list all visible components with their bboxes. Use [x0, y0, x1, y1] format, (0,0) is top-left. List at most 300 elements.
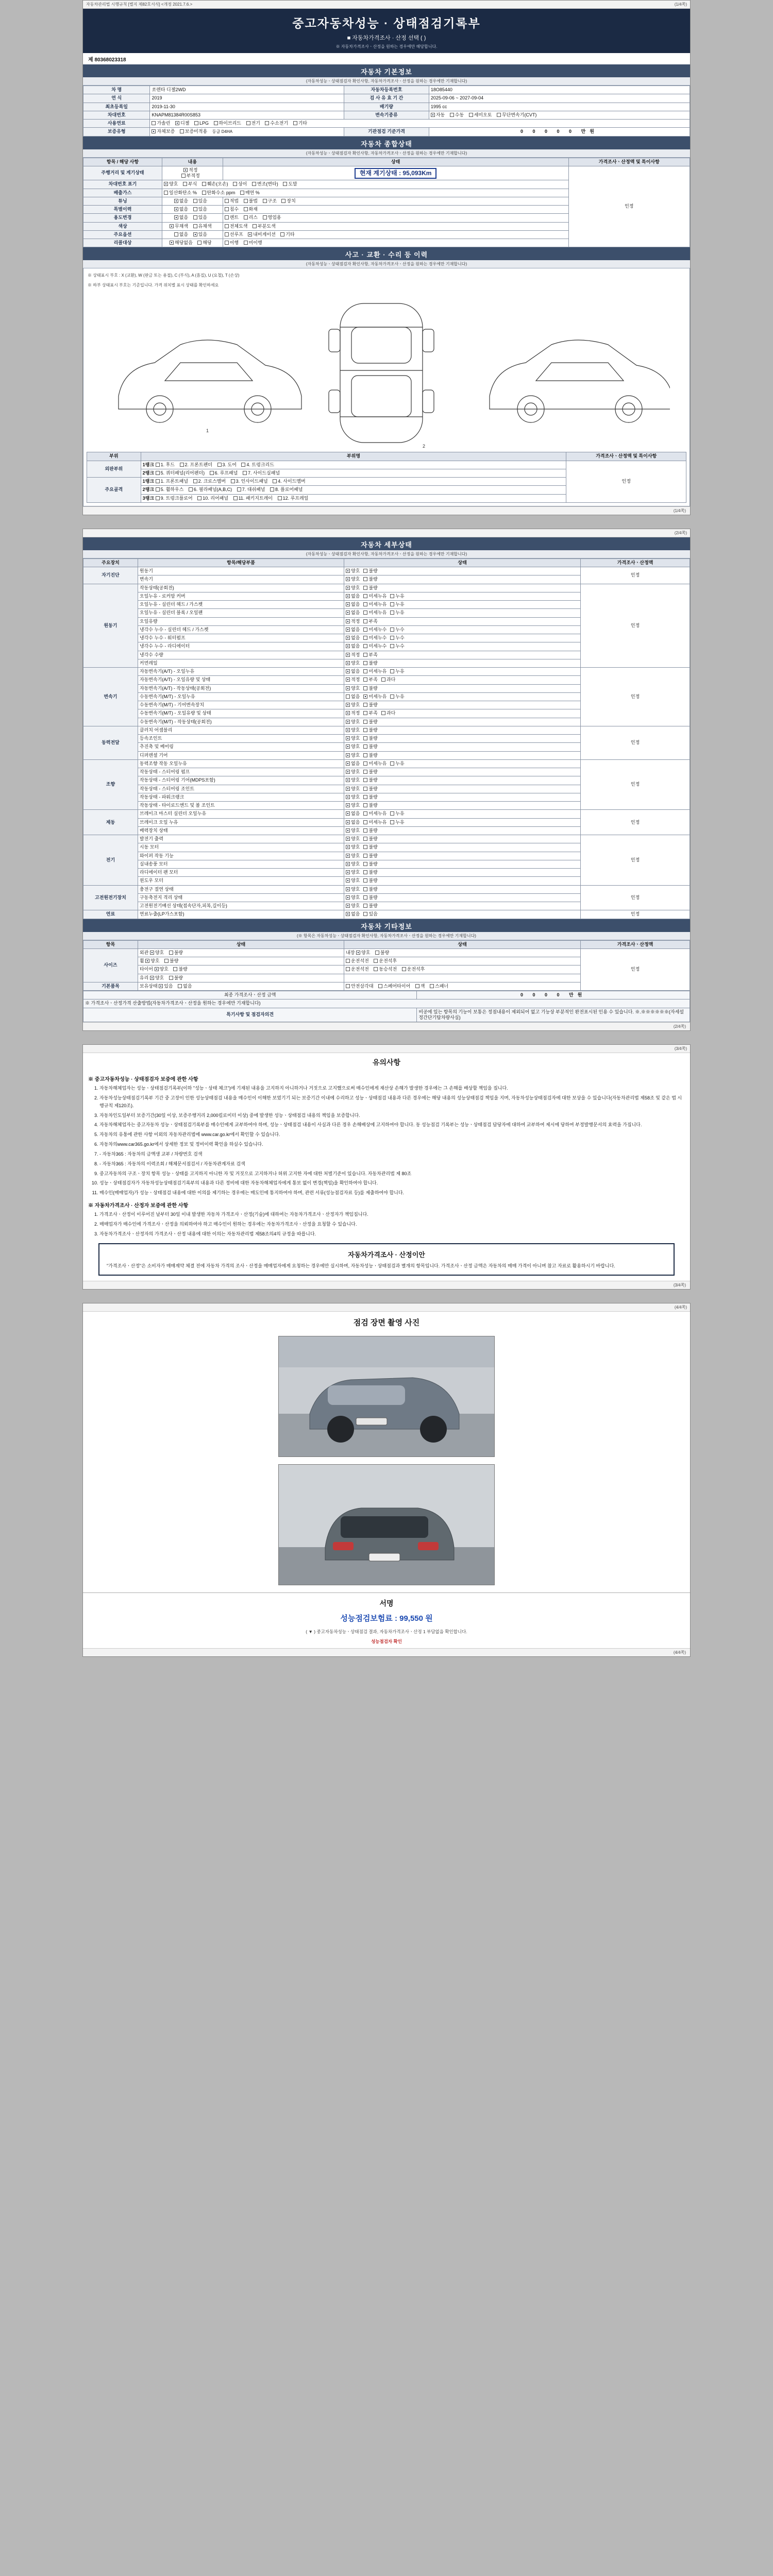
section-detail-header: 자동차 세부상태 [83, 537, 690, 550]
section-overall-subnote: (자동차성능ㆍ상태점검자 확인사항, 자동차가격조사ㆍ산정을 원하는 경우에만 기재합니다) [83, 149, 690, 158]
detail-item: 추진축 및 베어링 [138, 743, 344, 751]
col-etc-item: 상태 [138, 940, 344, 948]
detail-option-양호[interactable]: 양호 [346, 736, 360, 741]
detail-option-없음[interactable]: 없음 [346, 820, 360, 825]
detail-state [344, 684, 581, 692]
tuning-structure[interactable]: 구조 [263, 198, 277, 204]
detail-item: 윈도우 모터 [138, 877, 344, 885]
detail-option-부족[interactable]: 부족 [363, 619, 377, 624]
label-vin: 차대번호 [83, 111, 150, 119]
table-row [87, 461, 686, 469]
basic-spare-tire[interactable]: 스페어타이어 [378, 984, 410, 989]
mileage-option-proper[interactable]: 적정 [183, 167, 197, 173]
detail-option-불량[interactable]: 불량 [363, 836, 377, 842]
tire-rl[interactable]: 운전석후 [402, 967, 425, 972]
panel-hood[interactable]: 1. 후드 [156, 462, 175, 468]
usage-lease[interactable]: 리스 [244, 215, 258, 221]
tire-good[interactable]: 양호 [155, 967, 169, 972]
detail-option-누유[interactable]: 누유 [390, 694, 404, 700]
tire-fl[interactable]: 운전석전 [346, 967, 369, 972]
price-guide-title: 자동차가격조사 · 산정이안 [348, 1250, 425, 1259]
emission-options [162, 189, 569, 197]
detail-option-없음[interactable]: 없음 [346, 635, 360, 641]
notice-price-item: 3. 자동차가격조사ㆍ산정자의 가격조사ㆍ산정 내용에 대한 이의는 자동차관리법 제58조의4의 규정을 따릅니다. [99, 1230, 685, 1238]
label-plate: 자동차등록번호 [344, 86, 429, 94]
detail-option-불량[interactable]: 불량 [363, 828, 377, 834]
detail-option-없음[interactable]: 없음 [346, 694, 360, 700]
detail-option-미세누유[interactable]: 미세누유 [363, 669, 386, 674]
frame-roof-rail[interactable]: 12. 루프레일 [278, 496, 309, 501]
row-label-emission: 배출가스 [83, 189, 162, 197]
mainopt-none[interactable]: 없음 [174, 232, 188, 238]
detail-state [344, 575, 581, 584]
special-option-none[interactable]: 없음 [174, 207, 188, 212]
page2-header-strip [83, 529, 690, 537]
detail-option-미세누유[interactable]: 미세누유 [363, 811, 386, 817]
detail-option-양호[interactable]: 양호 [346, 887, 360, 892]
vin-option-different[interactable]: 상이 [233, 181, 247, 187]
section-etc-header: 자동차 기타정보 [83, 919, 690, 932]
detail-item: 등속조인트 [138, 735, 344, 743]
detail-option-있음[interactable]: 있음 [363, 911, 377, 917]
detail-option-불량[interactable]: 불량 [363, 702, 377, 708]
frame-trunk-floor[interactable]: 9. 트렁크플로어 [156, 496, 193, 501]
notice-performance-item: 5. 자동차의 유통에 관한 사항 이외의 자동차관리법에 www.car.go.kr에서 확인할 수 있습니다. [99, 1131, 685, 1139]
transmission-option-semiauto[interactable]: 세미오토 [469, 112, 492, 118]
detail-state [344, 835, 581, 843]
detail-option-불량[interactable]: 불량 [363, 878, 377, 884]
vin-option-good[interactable]: 양호 [164, 181, 178, 187]
grade-label: 등급 [212, 129, 221, 134]
detail-option-불량[interactable]: 불량 [363, 870, 377, 875]
overall-price-signature: 인정 [568, 166, 690, 247]
detail-state [344, 726, 581, 734]
diagram-label-front: 1 [206, 428, 209, 434]
color-partial-repaint[interactable]: 부분도색 [253, 224, 276, 229]
detail-option-양호[interactable]: 양호 [346, 878, 360, 884]
detail-state [344, 668, 581, 676]
detail-option-누유[interactable]: 누유 [390, 669, 404, 674]
detail-option-양호[interactable]: 양호 [346, 753, 360, 758]
transmission-option-manual[interactable]: 수동 [450, 112, 464, 118]
detail-option-불량[interactable]: 불량 [363, 777, 377, 783]
rank-1-label: 1랭크 [142, 462, 155, 467]
detail-option-불량[interactable]: 불량 [363, 769, 377, 775]
label-warranty: 보증유형 [83, 128, 150, 136]
special-flood[interactable]: 침수 [225, 207, 239, 212]
detail-option-적정[interactable]: 적정 [346, 652, 360, 658]
detail-option-없음[interactable]: 없음 [346, 610, 360, 616]
frame-front-panel[interactable]: 1. 프론트패널 [156, 479, 188, 484]
wheel-bad[interactable]: 불량 [164, 958, 178, 964]
panel-door[interactable]: 3. 도어 [217, 462, 237, 468]
detail-option-양호[interactable]: 양호 [346, 777, 360, 783]
detail-option-불량[interactable]: 불량 [363, 853, 377, 859]
detail-option-누유[interactable]: 누유 [390, 602, 404, 607]
detail-option-미세누유[interactable]: 미세누유 [363, 610, 386, 616]
frame-package-tray[interactable]: 11. 패키지트레이 [233, 496, 273, 501]
vin-option-corrosion[interactable]: 부식 [183, 181, 197, 187]
detail-state [344, 793, 581, 801]
detail-option-불량[interactable]: 불량 [363, 577, 377, 582]
panel-roof[interactable]: 6. 루프패널 [210, 470, 238, 476]
detail-option-불량[interactable]: 불량 [363, 895, 377, 901]
mileage-current-value: 현재 계기상태 : 95,093Km [355, 168, 437, 179]
value-transmission [429, 111, 690, 119]
diagram-legend-2: ※ 하부 상태표시 부호는 기준입니다. 가격 위치별 표시 상태를 확인하세요 [88, 283, 219, 288]
detail-option-불량[interactable]: 불량 [363, 786, 377, 792]
special-option-yes[interactable]: 있음 [193, 207, 207, 212]
detail-item: 수동변속기(M/T) - 작동상태(공회전) [138, 718, 344, 726]
detail-category-2: 변속기 [83, 668, 138, 726]
detail-option-양호[interactable]: 양호 [346, 577, 360, 582]
inspection-photo-front[interactable] [278, 1336, 495, 1457]
detail-option-불량[interactable]: 불량 [363, 585, 377, 591]
detail-option-미세누유[interactable]: 미세누유 [363, 594, 386, 599]
detail-option-불량[interactable]: 불량 [363, 753, 377, 758]
table-row [83, 810, 690, 818]
detail-option-미세누수[interactable]: 미세누수 [363, 627, 386, 633]
notice-performance-item: 11. 매수인(매매업자)가 성능ㆍ상태점검 내용에 대한 이의를 제기하는 경우에는 매도인에 통지하여야 하며, 관련 서류(성능점검자료 등)를 제출하여야 합니다. [99, 1189, 685, 1197]
detail-state [344, 567, 581, 575]
detail-option-미세누수[interactable]: 미세누수 [363, 635, 386, 641]
detail-state [344, 743, 581, 751]
detail-option-누유[interactable]: 누유 [390, 820, 404, 825]
detail-option-없음[interactable]: 없음 [346, 911, 360, 917]
row-label-recall: 리콜대상 [83, 239, 162, 247]
wheel-fl[interactable]: 운전석전 [346, 958, 369, 964]
detail-state [344, 869, 581, 877]
detail-option-불량[interactable]: 불량 [363, 861, 377, 867]
detail-price-signature-1: 인정 [581, 584, 690, 668]
detail-option-없음[interactable]: 없음 [346, 669, 360, 674]
form-reference: 자동차관리법 시행규칙 [별지 제82호서식] <개정 2021.7.6.> [86, 2, 193, 7]
price-summary-title: 최종 가격조사ㆍ산정 금액 [83, 991, 417, 999]
table-row [83, 584, 690, 592]
section-detail-subnote: (자동차성능ㆍ상태점검자 확인사항, 자동차가격조사ㆍ산정을 원하는 경우에만 기재합니다) [83, 550, 690, 558]
basic-have[interactable]: 있음 [159, 984, 173, 989]
col-etc-state: 상태 [344, 940, 581, 948]
tire-fr[interactable]: 동승석전 [374, 967, 397, 972]
inspection-fee: 성능점검보험료 : 99,550 원 [340, 1614, 433, 1623]
frame-wheel-house[interactable]: 5. 휠하우스 [156, 487, 184, 493]
detail-option-미세누유[interactable]: 미세누유 [363, 694, 386, 700]
label-base-price: 기관점검 기준가격 [344, 128, 429, 136]
tuning-option-yes[interactable]: 있음 [193, 198, 207, 204]
detail-price-signature-2: 인정 [581, 668, 690, 726]
interior-bad[interactable]: 불량 [375, 950, 389, 956]
glass-good[interactable]: 양호 [150, 975, 164, 981]
recall-done[interactable]: 이행 [225, 240, 239, 246]
detail-item: 동력조향 작동 오일누유 [138, 759, 344, 768]
frame-rank1-row [141, 478, 566, 486]
detail-option-양호[interactable]: 양호 [346, 803, 360, 808]
detail-item: 오일누유 - 로커암 커버 [138, 592, 344, 600]
fuel-option-hybrid[interactable]: 하이브리드 [214, 121, 241, 126]
detail-option-양호[interactable]: 양호 [346, 686, 360, 691]
panel-front-fender[interactable]: 2. 프론트펜더 [180, 462, 212, 468]
basic-none[interactable]: 없음 [178, 984, 192, 989]
detail-category-5: 제동 [83, 810, 138, 835]
frame-dash-panel[interactable]: 7. 대쉬패널 [237, 487, 265, 493]
detail-option-양호[interactable]: 양호 [346, 568, 360, 574]
fuel-option-diesel[interactable]: 디젤 [175, 121, 189, 126]
frame-floor-panel[interactable]: 8. 플로어패널 [270, 487, 303, 493]
detail-state [344, 826, 581, 835]
tuning-device[interactable]: 장치 [281, 198, 295, 204]
emission-co[interactable]: 일산화탄소 % [164, 190, 197, 196]
detail-option-양호[interactable]: 양호 [346, 828, 360, 834]
page4-footer: (4/4쪽) [83, 1648, 690, 1656]
detail-option-불량[interactable]: 불량 [363, 844, 377, 850]
warranty-option-none[interactable]: 보증미적용 [180, 129, 207, 134]
detail-option-양호[interactable]: 양호 [346, 769, 360, 775]
notice-performance-item: 1. 자동차해체업자는 성능ㆍ상태점검기록부(이하 "성능ㆍ상태 체크")에 기재된 내용을 고지하지 아니하거나 거짓으로 고지했으로써 매수인에게 재산상 손해가 발생한 경우에는 그 손해를 배상할 책임을 집니다. [99, 1084, 685, 1092]
page-number: (1/4쪽) [674, 2, 687, 7]
detail-option-불량[interactable]: 불량 [363, 736, 377, 741]
notice-title: 유의사항 [372, 1058, 401, 1066]
table-row [83, 86, 690, 94]
color-achromatic[interactable]: 무채색 [170, 224, 188, 229]
row-label-mileage: 주행거리 및 계기상태 [83, 166, 162, 180]
detail-option-과다[interactable]: 과다 [381, 677, 395, 683]
detail-option-불량[interactable]: 불량 [363, 794, 377, 800]
detail-option-불량[interactable]: 불량 [363, 660, 377, 666]
panel-side-sill[interactable]: 7. 사이드실패널 [243, 470, 280, 476]
tuning-illegal[interactable]: 불법 [244, 198, 258, 204]
usage-rent[interactable]: 렌트 [225, 215, 239, 221]
usage-commercial[interactable]: 영업용 [263, 215, 281, 221]
detail-option-적정[interactable]: 적정 [346, 710, 360, 716]
inspection-photo-rear[interactable] [278, 1464, 495, 1585]
detail-option-없음[interactable]: 없음 [346, 811, 360, 817]
panel-quarter[interactable]: 5. 쿼터패널(리어펜더) [156, 470, 205, 476]
detail-option-누유[interactable]: 누유 [390, 761, 404, 767]
detail-option-양호[interactable]: 양호 [346, 794, 360, 800]
page-2 [82, 529, 691, 1031]
detail-item: 자동변속기(A/T) - 오일유량 및 상태 [138, 676, 344, 684]
special-history-yesno [162, 206, 223, 214]
special-fire[interactable]: 화재 [244, 207, 258, 212]
frame-pillar-panel[interactable]: 6. 필라패널(A,B,C) [189, 487, 232, 493]
fuel-option-other[interactable]: 기타 [293, 121, 307, 126]
exterior-bad[interactable]: 불량 [169, 950, 183, 956]
emission-hc[interactable]: 탄화수소 ppm [202, 190, 236, 196]
frame-side-member[interactable]: 4. 사이드멤버 [273, 479, 305, 484]
panel-trunk-lid[interactable]: 4. 트렁크리드 [241, 462, 274, 468]
detail-option-양호[interactable]: 양호 [346, 660, 360, 666]
tuning-legal[interactable]: 적법 [225, 198, 239, 204]
car-diagram[interactable] [87, 291, 686, 452]
detail-option-적정[interactable]: 적정 [346, 677, 360, 683]
tire-bad[interactable]: 불량 [173, 967, 187, 972]
color-full-repaint[interactable]: 전체도색 [225, 224, 248, 229]
table-row [83, 668, 690, 676]
detail-state [344, 852, 581, 860]
section-etc-subnote: (※ 항목은 자동차성능ㆍ상태점검자 확인사항, 자동차가격조사ㆍ산정을 원하는 경우에만 기재합니다) [83, 932, 690, 940]
recall-yes[interactable]: 해당 [197, 240, 211, 246]
table-header-row [83, 940, 690, 948]
detail-option-누유[interactable]: 누유 [390, 594, 404, 599]
detail-price-signature-3: 인정 [581, 726, 690, 759]
mileage-current-wrap [223, 166, 568, 180]
mainopt-yes[interactable]: 있음 [193, 232, 207, 238]
detail-option-적정[interactable]: 적정 [346, 619, 360, 624]
detail-item: 작동상태(공회전) [138, 584, 344, 592]
detail-option-양호[interactable]: 양호 [346, 853, 360, 859]
detail-option-양호[interactable]: 양호 [346, 861, 360, 867]
usage-option-yes[interactable]: 있음 [193, 215, 207, 221]
emission-smoke[interactable]: 매연 % [240, 190, 260, 196]
detail-state [344, 676, 581, 684]
row-label-tuning: 튜닝 [83, 197, 162, 205]
vin-mark-options [162, 180, 569, 189]
table-row [83, 94, 690, 103]
recall-none[interactable]: 해당없음 [170, 240, 193, 246]
detail-option-누유[interactable]: 누유 [390, 610, 404, 616]
glass-bad[interactable]: 불량 [169, 975, 183, 981]
notice-performance-item: 6. 자동차의www.car365.go.kr에서 상세한 정보 및 정비이력 확인을 하실수 있습니다. [99, 1141, 685, 1148]
warranty-option-self[interactable]: 자체보증 [152, 129, 175, 134]
detail-option-불량[interactable]: 불량 [363, 903, 377, 909]
detail-option-부족[interactable]: 부족 [363, 652, 377, 658]
frame-rear-panel[interactable]: 10. 리어패널 [197, 496, 228, 501]
detail-state [344, 902, 581, 910]
fuel-option-gasoline[interactable]: 가솔린 [152, 121, 170, 126]
photo-gallery [83, 1333, 690, 1592]
detail-option-양호[interactable]: 양호 [346, 895, 360, 901]
diagram-legend-1: ※ 상태표시 부호 : X (교환), W (판금 또는 용접), C (부식), A (흠집), U (요철), T (손상) [88, 273, 240, 278]
exterior-good[interactable]: 양호 [150, 950, 164, 956]
detail-option-양호[interactable]: 양호 [346, 702, 360, 708]
accident-price-signature: 인정 [566, 461, 686, 502]
usage-option-none[interactable]: 없음 [174, 215, 188, 221]
detail-option-없음[interactable]: 없음 [346, 643, 360, 649]
fuel-option-hydrogen[interactable]: 수소전기 [265, 121, 288, 126]
notice-performance-item: 10. 성능ㆍ상태점검자가 자동차성능상태점검기록부의 내용과 다른 정비에 대한 자동차해체업자에게 통보 없이 변경(책임)을 확인하여야 합니다. [99, 1179, 685, 1187]
frame-inside-panel[interactable]: 3. 인사이드패널 [231, 479, 268, 484]
detail-option-미세누유[interactable]: 미세누유 [363, 761, 386, 767]
basic-spanner[interactable]: 스패너 [430, 984, 448, 989]
fuel-option-electric[interactable]: 전기 [246, 121, 260, 126]
detail-option-없음[interactable]: 없음 [346, 627, 360, 633]
value-fuel [150, 120, 690, 128]
detail-item: 냉각수 수량 [138, 651, 344, 659]
color-paint [223, 222, 568, 230]
detail-option-불량[interactable]: 불량 [363, 744, 377, 750]
special-note-label: 특기사항 및 점검자의견 [83, 1008, 417, 1022]
detail-option-불량[interactable]: 불량 [363, 803, 377, 808]
usage-change-detail [223, 214, 568, 222]
detail-option-불량[interactable]: 불량 [363, 568, 377, 574]
label-car-name: 차 명 [83, 86, 150, 94]
detail-option-양호[interactable]: 양호 [346, 844, 360, 850]
mainopt-other[interactable]: 기타 [280, 232, 294, 238]
detail-state [344, 692, 581, 701]
detail-option-양호[interactable]: 양호 [346, 903, 360, 909]
basic-jack[interactable]: 잭 [415, 984, 425, 989]
vin-option-erased[interactable]: 도말 [283, 181, 297, 187]
detail-option-미세누유[interactable]: 미세누유 [363, 602, 386, 607]
detail-option-누수[interactable]: 누수 [390, 635, 404, 641]
detail-option-과다[interactable]: 과다 [381, 710, 395, 716]
detail-option-불량[interactable]: 불량 [363, 686, 377, 691]
table-row [83, 726, 690, 734]
detail-option-불량[interactable]: 불량 [363, 719, 377, 725]
table-header-row [83, 158, 690, 166]
detail-option-양호[interactable]: 양호 [346, 870, 360, 875]
tuning-option-none[interactable]: 없음 [174, 198, 188, 204]
car-diagram-svg[interactable] [103, 293, 670, 448]
detail-price-signature-0: 인정 [581, 567, 690, 584]
mileage-option-improper[interactable]: 부적정 [181, 173, 200, 179]
detail-option-불량[interactable]: 불량 [363, 887, 377, 892]
detail-option-누수[interactable]: 누수 [390, 643, 404, 649]
recall-notdone[interactable]: 미이행 [244, 240, 262, 246]
detail-option-부족[interactable]: 부족 [363, 710, 377, 716]
table-row [83, 1008, 690, 1022]
detail-state [344, 718, 581, 726]
fuel-option-lpg[interactable]: LPG [194, 121, 209, 126]
section-basic-header: 자동차 기본정보 [83, 64, 690, 77]
detail-state [344, 860, 581, 868]
col-state-label: 내용 [162, 158, 223, 166]
wheel-fr[interactable]: 운전석후 [374, 958, 397, 964]
detail-option-양호[interactable]: 양호 [346, 836, 360, 842]
basic-triangle[interactable]: 안전삼각대 [346, 984, 373, 989]
detail-option-양호[interactable]: 양호 [346, 786, 360, 792]
value-car-name: 쏘렌타 디젤2WD [150, 86, 344, 94]
detail-option-불량[interactable]: 불량 [363, 727, 377, 733]
vin-option-altered[interactable]: 변조(변타) [252, 181, 278, 187]
detail-state [344, 759, 581, 768]
detail-item: 작동상태 - 스티어링 기어(MDPS포함) [138, 776, 344, 785]
mainopt-navigation[interactable]: 내비게이션 [248, 232, 275, 238]
row-mileage-subtype [162, 166, 223, 180]
mainopt-sunroof[interactable]: 선루프 [225, 232, 243, 238]
vin-option-damaged[interactable]: 훼손(오손) [202, 181, 228, 187]
detail-option-누수[interactable]: 누수 [390, 627, 404, 633]
value-inspection-valid: 2025-09-06 ~ 2027-09-04 [429, 94, 690, 103]
detail-item: 오일누유 - 실린더 블록 / 오일팬 [138, 609, 344, 617]
detail-option-미세누수[interactable]: 미세누수 [363, 643, 386, 649]
transmission-option-auto[interactable]: 자동 [431, 112, 445, 118]
detail-category-6: 전기 [83, 835, 138, 886]
col-detail-state: 상태 [344, 558, 581, 567]
detail-option-누유[interactable]: 누유 [390, 811, 404, 817]
detail-option-양호[interactable]: 양호 [346, 744, 360, 750]
transmission-option-cvt[interactable]: 무단변속기(CVT) [497, 112, 536, 118]
color-chromatic[interactable]: 유채색 [193, 224, 212, 229]
detail-option-부족[interactable]: 부족 [363, 677, 377, 683]
detail-item: 라디에이터 팬 모터 [138, 869, 344, 877]
wheel-good[interactable]: 양호 [145, 958, 159, 964]
detail-option-양호[interactable]: 양호 [346, 719, 360, 725]
detail-option-양호[interactable]: 양호 [346, 727, 360, 733]
frame-cross-member[interactable]: 2. 크로스멤버 [193, 479, 226, 484]
detail-item: 수동변속기(M/T) - 기어변속장치 [138, 701, 344, 709]
table-row [83, 991, 690, 999]
detail-option-미세누유[interactable]: 미세누유 [363, 820, 386, 825]
detail-option-없음[interactable]: 없음 [346, 594, 360, 599]
detail-option-없음[interactable]: 없음 [346, 761, 360, 767]
value-plate: 18O85440 [429, 86, 690, 94]
value-vin: KNAPM81384R00S853 [150, 111, 344, 119]
detail-option-양호[interactable]: 양호 [346, 585, 360, 591]
interior-good[interactable]: 양호 [356, 950, 370, 956]
detail-state [344, 592, 581, 600]
detail-option-없음[interactable]: 없음 [346, 602, 360, 607]
